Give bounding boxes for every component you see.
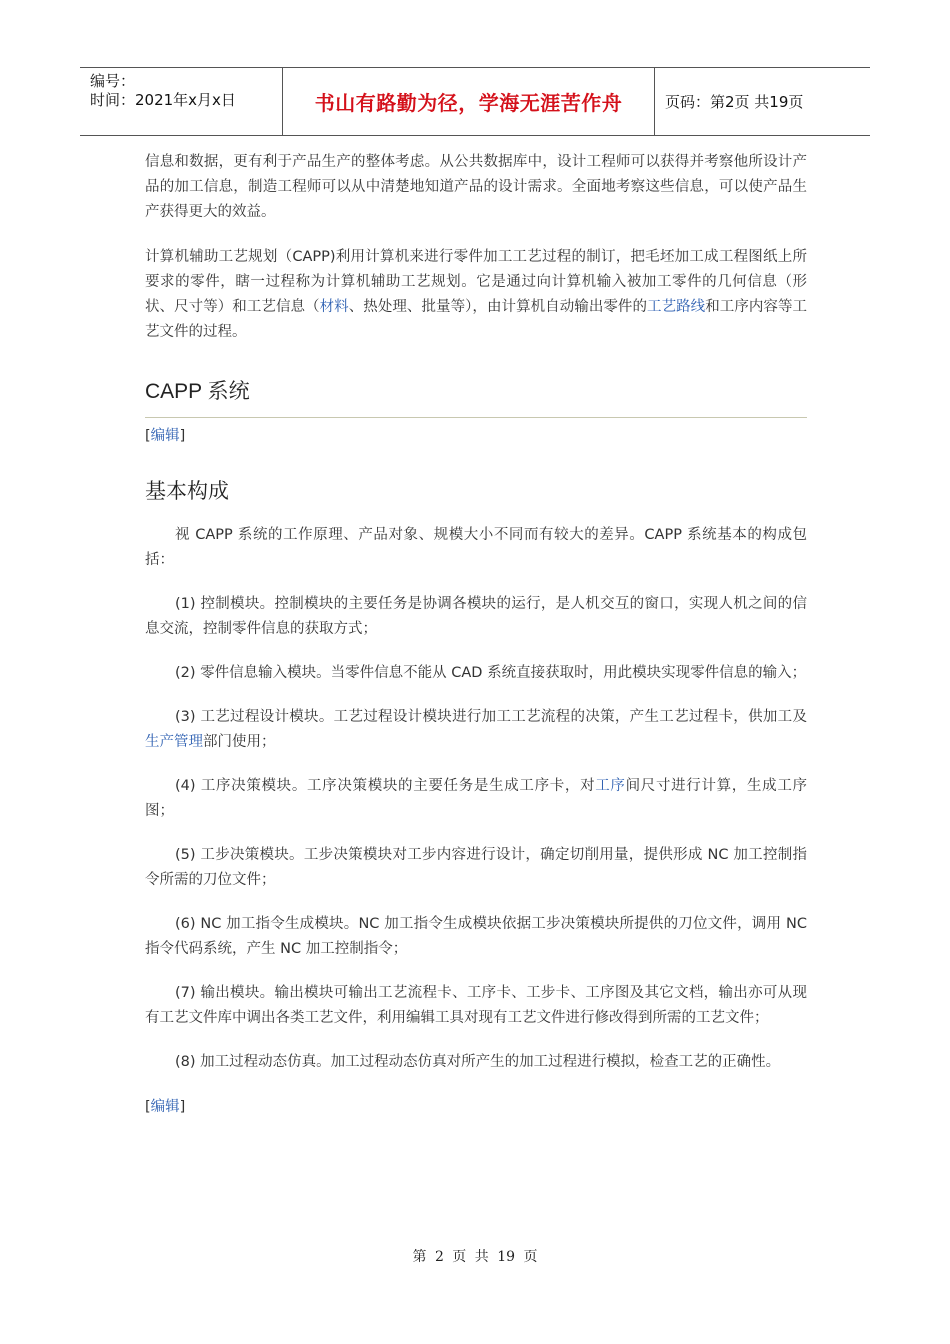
document-number-label: 编号： <box>90 72 136 90</box>
list-item-operation-decision <box>145 774 807 824</box>
list-item-nc-generation: (6) NC 加工指令生成模块。NC 加工指令生成模块依据工步决策模块所提供的刀位文件，调用 NC 指令代码系统，产生 NC 加工控制指令； <box>145 916 807 957</box>
text-run: (3) 工艺过程设计模块。工艺过程设计模块进行加工工艺流程的决策，产生工艺过程卡，供加工及 <box>175 709 807 725</box>
document-date: 时间：2021年x月x日 <box>90 91 236 109</box>
list-item-part-info-input: (2) 零件信息输入模块。当零件信息不能从 CAD 系统直接获取时，用此模块实现零件信息的输入； <box>175 665 807 681</box>
text-run: 间尺寸进行计算，生成工序图； <box>145 778 807 819</box>
text-run: 、热处理、批量等），由计算机自动输出零件的 <box>348 299 648 315</box>
list-item-process-design <box>145 705 807 755</box>
paragraph-structure-intro: 视 CAPP 系统的工作原理、产品对象、规模大小不同而有较大的差异。CAPP 系统基本的构成包括： <box>145 527 807 568</box>
page-header <box>80 67 870 136</box>
edit-link[interactable]: 编辑 <box>150 1099 180 1115</box>
list-item-output-module: (7) 输出模块。输出模块可输出工艺流程卡、工序卡、工步卡、工序图及其它文档，输出亦可从现有工艺文件库中调出各类工艺文件，利用编辑工具对现有工艺文件进行修改得到所需的工艺文件； <box>145 985 807 1026</box>
document-body <box>145 150 807 1116</box>
list-item-simulation: (8) 加工过程动态仿真。加工过程动态仿真对所产生的加工过程进行模拟，检查工艺的正确性。 <box>175 1054 781 1070</box>
text-run: 部门使用； <box>203 734 276 750</box>
link-materials[interactable]: 材料 <box>319 299 349 315</box>
bracket-close: ] <box>179 1099 186 1115</box>
list-item-step-decision: (5) 工步决策模块。工步决策模块对工步内容进行设计，确定切削用量，提供形成 NC 加工控制指令所需的刀位文件； <box>145 847 807 888</box>
link-production-management[interactable]: 生产管理 <box>145 734 203 750</box>
section-divider <box>145 417 807 418</box>
text-run: (4) 工序决策模块。工序决策模块的主要任务是生成工序卡，对 <box>175 778 596 794</box>
link-process-route[interactable]: 工艺路线 <box>647 299 706 315</box>
paragraph-capp-definition <box>145 245 807 345</box>
edit-link[interactable]: 编辑 <box>150 428 180 444</box>
list-item-control-module: (1) 控制模块。控制模块的主要任务是协调各模块的运行，是人机交互的窗口，实现人机之间的信息交流，控制零件信息的获取方式； <box>145 596 807 637</box>
text-run: 计算机辅助工艺规划（CAPP)利用计算机来进行零件加工工艺过程的制订，把毛坯加工成工程图纸上所要求的零件，瞎一过程称为计算机辅助工艺规划。它是通过向计算机输入被加工零件的几何信息（形状、尺寸等）和工艺信息（ <box>145 249 807 315</box>
page-footer: 第 2 页 共 19 页 <box>412 1249 538 1265</box>
header-motto: 书山有路勤为径，学海无涯苦作舟 <box>282 68 655 135</box>
paragraph-intro: 信息和数据，更有利于产品生产的整体考虑。从公共数据库中，设计工程师可以获得并考察他所设计产品的加工信息，制造工程师可以从中清楚地知道产品的设计需求。全面地考察这些信息，可以使产品生产获得更大的效益。 <box>145 154 807 220</box>
edit-link-container <box>145 1095 807 1116</box>
bracket-open: [ <box>145 1099 151 1115</box>
header-meta <box>80 68 282 135</box>
edit-link-container <box>145 424 807 445</box>
section-heading-capp-system: CAPP 系统 <box>145 380 250 403</box>
header-page-number: 页码：第2页 共19页 <box>665 93 804 111</box>
text-run: 和工序内容等工艺文件的过程。 <box>145 299 808 340</box>
link-operation[interactable]: 工序 <box>595 778 626 794</box>
bracket-open: [ <box>145 428 151 444</box>
section-heading-basic-structure: 基本构成 <box>145 480 229 503</box>
bracket-close: ] <box>179 428 186 444</box>
